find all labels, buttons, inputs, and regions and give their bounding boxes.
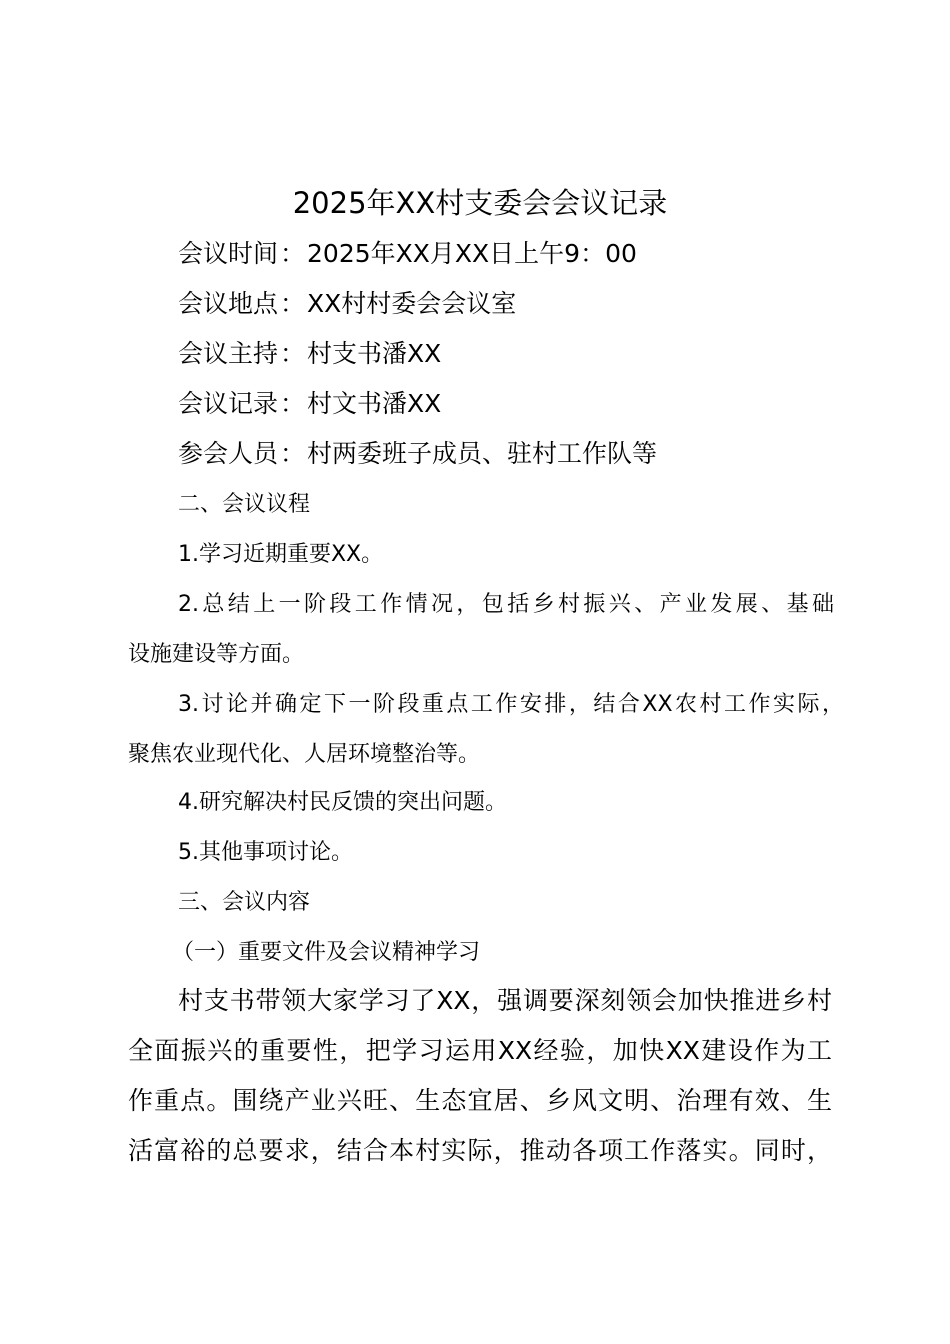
- agenda-item-3-line-1: 3.讨论并确定下一阶段重点工作安排，结合XX农村工作实际，: [178, 692, 844, 717]
- meta-label: 参会人员: [178, 439, 279, 468]
- meta-label: 会议时间: [178, 239, 279, 268]
- meta-attendees: [178, 436, 657, 472]
- meta-label: 会议记录: [178, 389, 279, 418]
- meta-label: 会议地点: [178, 289, 279, 318]
- meta-label: 会议主持: [178, 339, 279, 368]
- agenda-item-5: 5.其他事项讨论。: [178, 840, 353, 865]
- subsection-heading-study: （一）重要文件及会议精神学习: [172, 940, 481, 965]
- meta-meeting-recorder: [178, 386, 441, 422]
- meta-separator: ：: [280, 389, 306, 418]
- meta-separator: ：: [280, 439, 306, 468]
- paragraph-line-1: 村支书带领大家学习了XX，强调要深刻领会加快推进乡村: [178, 986, 832, 1015]
- agenda-item-1: 1.学习近期重要XX。: [178, 542, 384, 567]
- paragraph-line-2: 全面振兴的重要性，把学习运用XX经验，加快XX建设作为工: [128, 1036, 832, 1065]
- document-title: 2025年XX村支委会会议记录: [292, 186, 668, 220]
- agenda-item-2-line-2: 设施建设等方面。: [128, 642, 305, 667]
- agenda-item-3-line-2: 聚焦农业现代化、人居环境整治等。: [128, 742, 481, 767]
- agenda-item-4: 4.研究解决村民反馈的突出问题。: [178, 790, 507, 815]
- section-heading-agenda: 二、会议议程: [178, 492, 311, 517]
- meta-separator: ：: [280, 289, 306, 318]
- meta-value: 村文书潘XX: [307, 389, 442, 418]
- meta-value: XX村村委会会议室: [307, 289, 517, 318]
- meta-value: 2025年XX月XX日上午9：00: [307, 239, 637, 268]
- paragraph-line-3: 作重点。围绕产业兴旺、生态宜居、乡风文明、治理有效、生: [128, 1086, 832, 1115]
- meta-meeting-time: [178, 236, 637, 272]
- meta-meeting-host: [178, 336, 441, 372]
- paragraph-line-4: 活富裕的总要求，结合本村实际，推动各项工作落实。同时，: [128, 1136, 832, 1165]
- section-heading-content: 三、会议内容: [178, 890, 311, 915]
- meta-separator: ：: [280, 339, 306, 368]
- meta-meeting-place: [178, 286, 516, 322]
- meta-separator: ：: [280, 239, 306, 268]
- meta-value: 村支书潘XX: [307, 339, 442, 368]
- meta-value: 村两委班子成员、驻村工作队等: [307, 439, 658, 468]
- agenda-item-2-line-1: 2.总结上一阶段工作情况，包括乡村振兴、产业发展、基础: [178, 592, 834, 617]
